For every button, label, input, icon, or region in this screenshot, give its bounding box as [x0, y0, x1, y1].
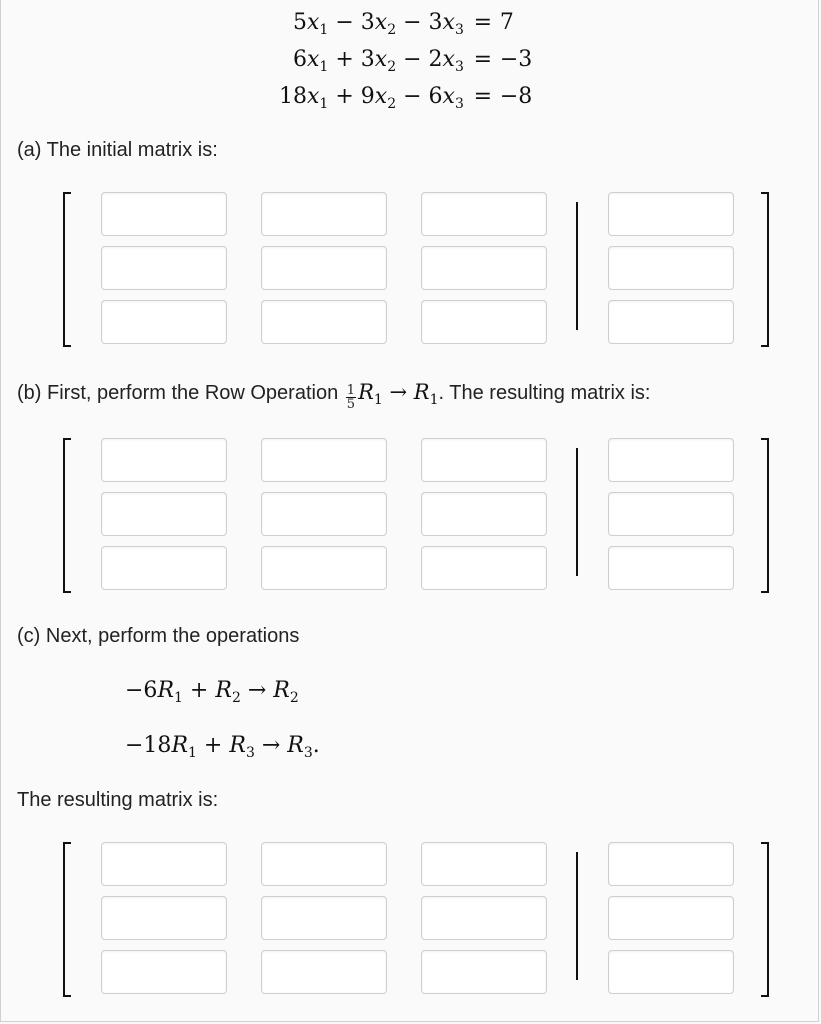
matrix-c-cell-r3-c3[interactable] — [421, 950, 547, 994]
matrix-a-cell-r1-c1[interactable] — [101, 192, 227, 236]
matrix-c — [1, 842, 821, 1002]
augment-divider — [576, 202, 578, 330]
matrix-c-cell-r1-c3[interactable] — [421, 842, 547, 886]
matrix-b-cell-r3-c4[interactable] — [608, 546, 734, 590]
matrix-a-cell-r1-c2[interactable] — [261, 192, 387, 236]
equation-row-2 — [279, 41, 532, 78]
left-bracket — [63, 192, 71, 347]
matrix-a-cell-r2-c4[interactable] — [608, 246, 734, 290]
part-c-label: (c) Next, perform the operations — [17, 625, 300, 647]
matrix-b-cell-r3-c3[interactable] — [421, 546, 547, 590]
row-operations-c — [125, 663, 320, 773]
matrix-a-cell-r2-c3[interactable] — [421, 246, 547, 290]
matrix-c-cell-r3-c4[interactable] — [608, 950, 734, 994]
matrix-a-cell-r3-c4[interactable] — [608, 300, 734, 344]
equation-lhs: $5x_1 - 3x_2 - 3x_3$ — [293, 10, 464, 38]
matrix-b-cell-r1-c1[interactable] — [101, 438, 227, 482]
part-b-prefix: (b) First, perform the Row Operation — [17, 382, 339, 404]
matrix-b-cell-r3-c1[interactable] — [101, 546, 227, 590]
matrix-c-cell-r1-c1[interactable] — [101, 842, 227, 886]
right-bracket — [761, 192, 769, 347]
part-a-label: (a) The initial matrix is: — [17, 139, 218, 161]
matrix-b-cell-r2-c1[interactable] — [101, 492, 227, 536]
equation-rhs: −8 — [499, 84, 533, 109]
row-operation-1: $-6R_1 + R_2 \to R_2$ — [125, 678, 299, 706]
row-operation-2: $-18R_1 + R_3 \to R_3$. — [125, 733, 320, 761]
matrix-b-cell-r2-c2[interactable] — [261, 492, 387, 536]
matrix-c-cell-r3-c2[interactable] — [261, 950, 387, 994]
part-b-suffix: . The resulting matrix is: — [438, 382, 651, 404]
augment-divider — [576, 852, 578, 980]
right-bracket — [761, 842, 769, 997]
matrix-a-cell-r2-c1[interactable] — [101, 246, 227, 290]
right-bracket — [761, 438, 769, 593]
matrix-c-cell-r2-c1[interactable] — [101, 896, 227, 940]
matrix-c-cell-r1-c4[interactable] — [608, 842, 734, 886]
equals-sign: = — [473, 47, 493, 72]
matrix-a-cell-r1-c4[interactable] — [608, 192, 734, 236]
matrix-c-cell-r1-c2[interactable] — [261, 842, 387, 886]
equation-lhs: $18x_1 + 9x_2 - 6x_3$ — [279, 84, 464, 112]
equation-row-3 — [279, 78, 532, 115]
matrix-a-cell-r3-c1[interactable] — [101, 300, 227, 344]
fraction-one-fifth: $\frac{1}{5}$ — [346, 383, 356, 412]
left-bracket — [63, 438, 71, 593]
matrix-b-cell-r2-c3[interactable] — [421, 492, 547, 536]
part-c-result-label: The resulting matrix is: — [17, 789, 219, 811]
equation-system — [279, 4, 532, 115]
matrix-a — [1, 192, 821, 352]
matrix-a-cell-r2-c2[interactable] — [261, 246, 387, 290]
matrix-c-cell-r2-c2[interactable] — [261, 896, 387, 940]
matrix-b-cell-r1-c3[interactable] — [421, 438, 547, 482]
equation-row-1 — [279, 4, 532, 41]
matrix-b-cell-r1-c2[interactable] — [261, 438, 387, 482]
matrix-c-cell-r2-c4[interactable] — [608, 896, 734, 940]
matrix-a-cell-r3-c3[interactable] — [421, 300, 547, 344]
equation-lhs: $6x_1 + 3x_2 - 2x_3$ — [293, 47, 464, 75]
equals-sign: = — [473, 10, 493, 35]
equation-rhs: 7 — [499, 10, 514, 35]
row-operation-b: $R_1 \to R_1$ — [358, 380, 439, 408]
matrix-b-cell-r3-c2[interactable] — [261, 546, 387, 590]
matrix-b-cell-r2-c4[interactable] — [608, 492, 734, 536]
matrix-a-cell-r1-c3[interactable] — [421, 192, 547, 236]
matrix-c-cell-r3-c1[interactable] — [101, 950, 227, 994]
equals-sign: = — [473, 84, 493, 109]
part-b-label — [17, 380, 650, 411]
matrix-a-cell-r3-c2[interactable] — [261, 300, 387, 344]
matrix-b-cell-r1-c4[interactable] — [608, 438, 734, 482]
left-bracket — [63, 842, 71, 997]
matrix-c-cell-r2-c3[interactable] — [421, 896, 547, 940]
augment-divider — [576, 448, 578, 576]
matrix-b — [1, 438, 821, 598]
equation-rhs: −3 — [499, 47, 533, 72]
